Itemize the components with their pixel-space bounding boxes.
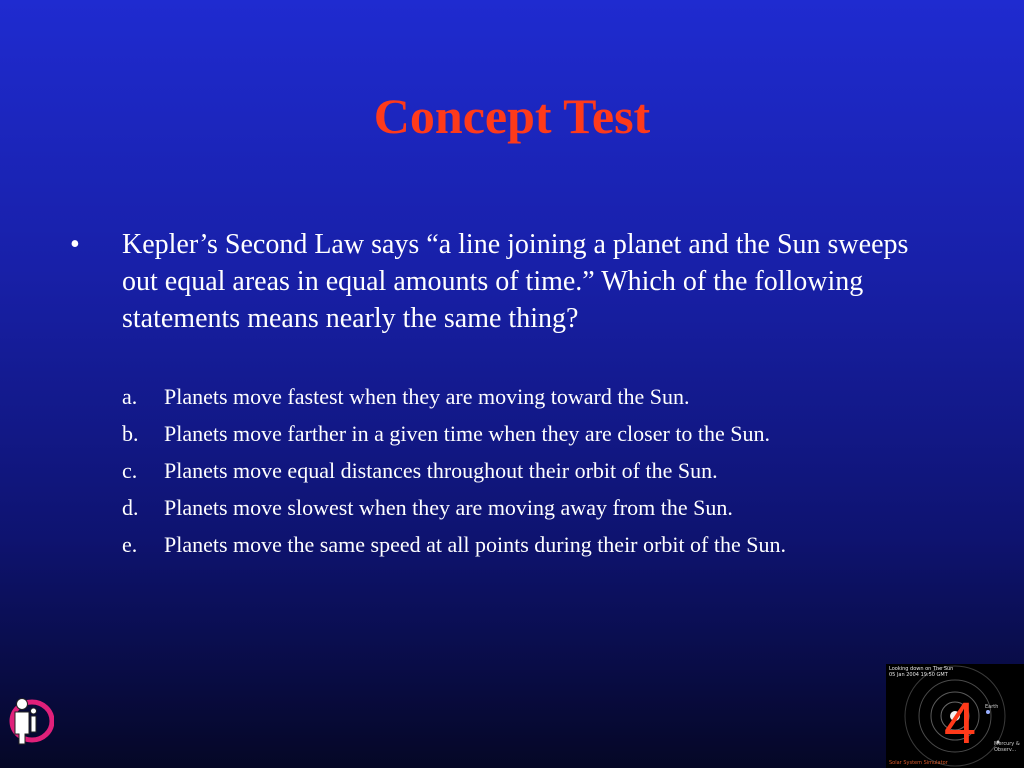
question-bullet-row <box>70 226 930 337</box>
option-c <box>122 456 962 485</box>
option-letter: d. <box>122 495 139 520</box>
option-d <box>122 493 962 522</box>
thumbnail-caption-bottom: Solar System Simulator <box>889 760 948 766</box>
option-letter: e. <box>122 532 138 557</box>
logo-graphic <box>6 692 54 746</box>
thumbnail-label-earth: Earth <box>985 704 999 710</box>
option-letter: a. <box>122 384 138 409</box>
option-a <box>122 382 962 411</box>
person-info-logo-icon <box>6 692 54 746</box>
option-e <box>122 530 962 559</box>
option-text: Planets move fastest when they are moving toward the Sun. <box>164 384 690 409</box>
option-text: Planets move slowest when they are moving away from the Sun. <box>164 495 733 520</box>
answer-options <box>122 382 962 567</box>
page-number: 4 <box>943 691 977 756</box>
bullet-marker: • <box>70 229 80 260</box>
option-text: Planets move the same speed at all points during their orbit of the Sun. <box>164 532 786 557</box>
question-text: Kepler’s Second Law says “a line joining a planet and the Sun sweeps out equal areas in equal amounts of time.” Which of the following statements means nearly the same thing? <box>122 229 909 334</box>
option-text: Planets move equal distances throughout their orbit of the Sun. <box>164 458 718 483</box>
slide-title: Concept Test <box>373 88 651 144</box>
option-b <box>122 419 962 448</box>
option-letter: b. <box>122 421 139 446</box>
option-letter: c. <box>122 458 138 483</box>
option-text: Planets move farther in a given time when they are closer to the Sun. <box>164 421 771 446</box>
thumbnail-label-right: Mercury & Observ... <box>994 741 1020 753</box>
question-block <box>70 226 930 337</box>
thumbnail-caption-top: Looking down on The Sun 05 Jan 2004 19:50 GMT <box>889 666 954 678</box>
